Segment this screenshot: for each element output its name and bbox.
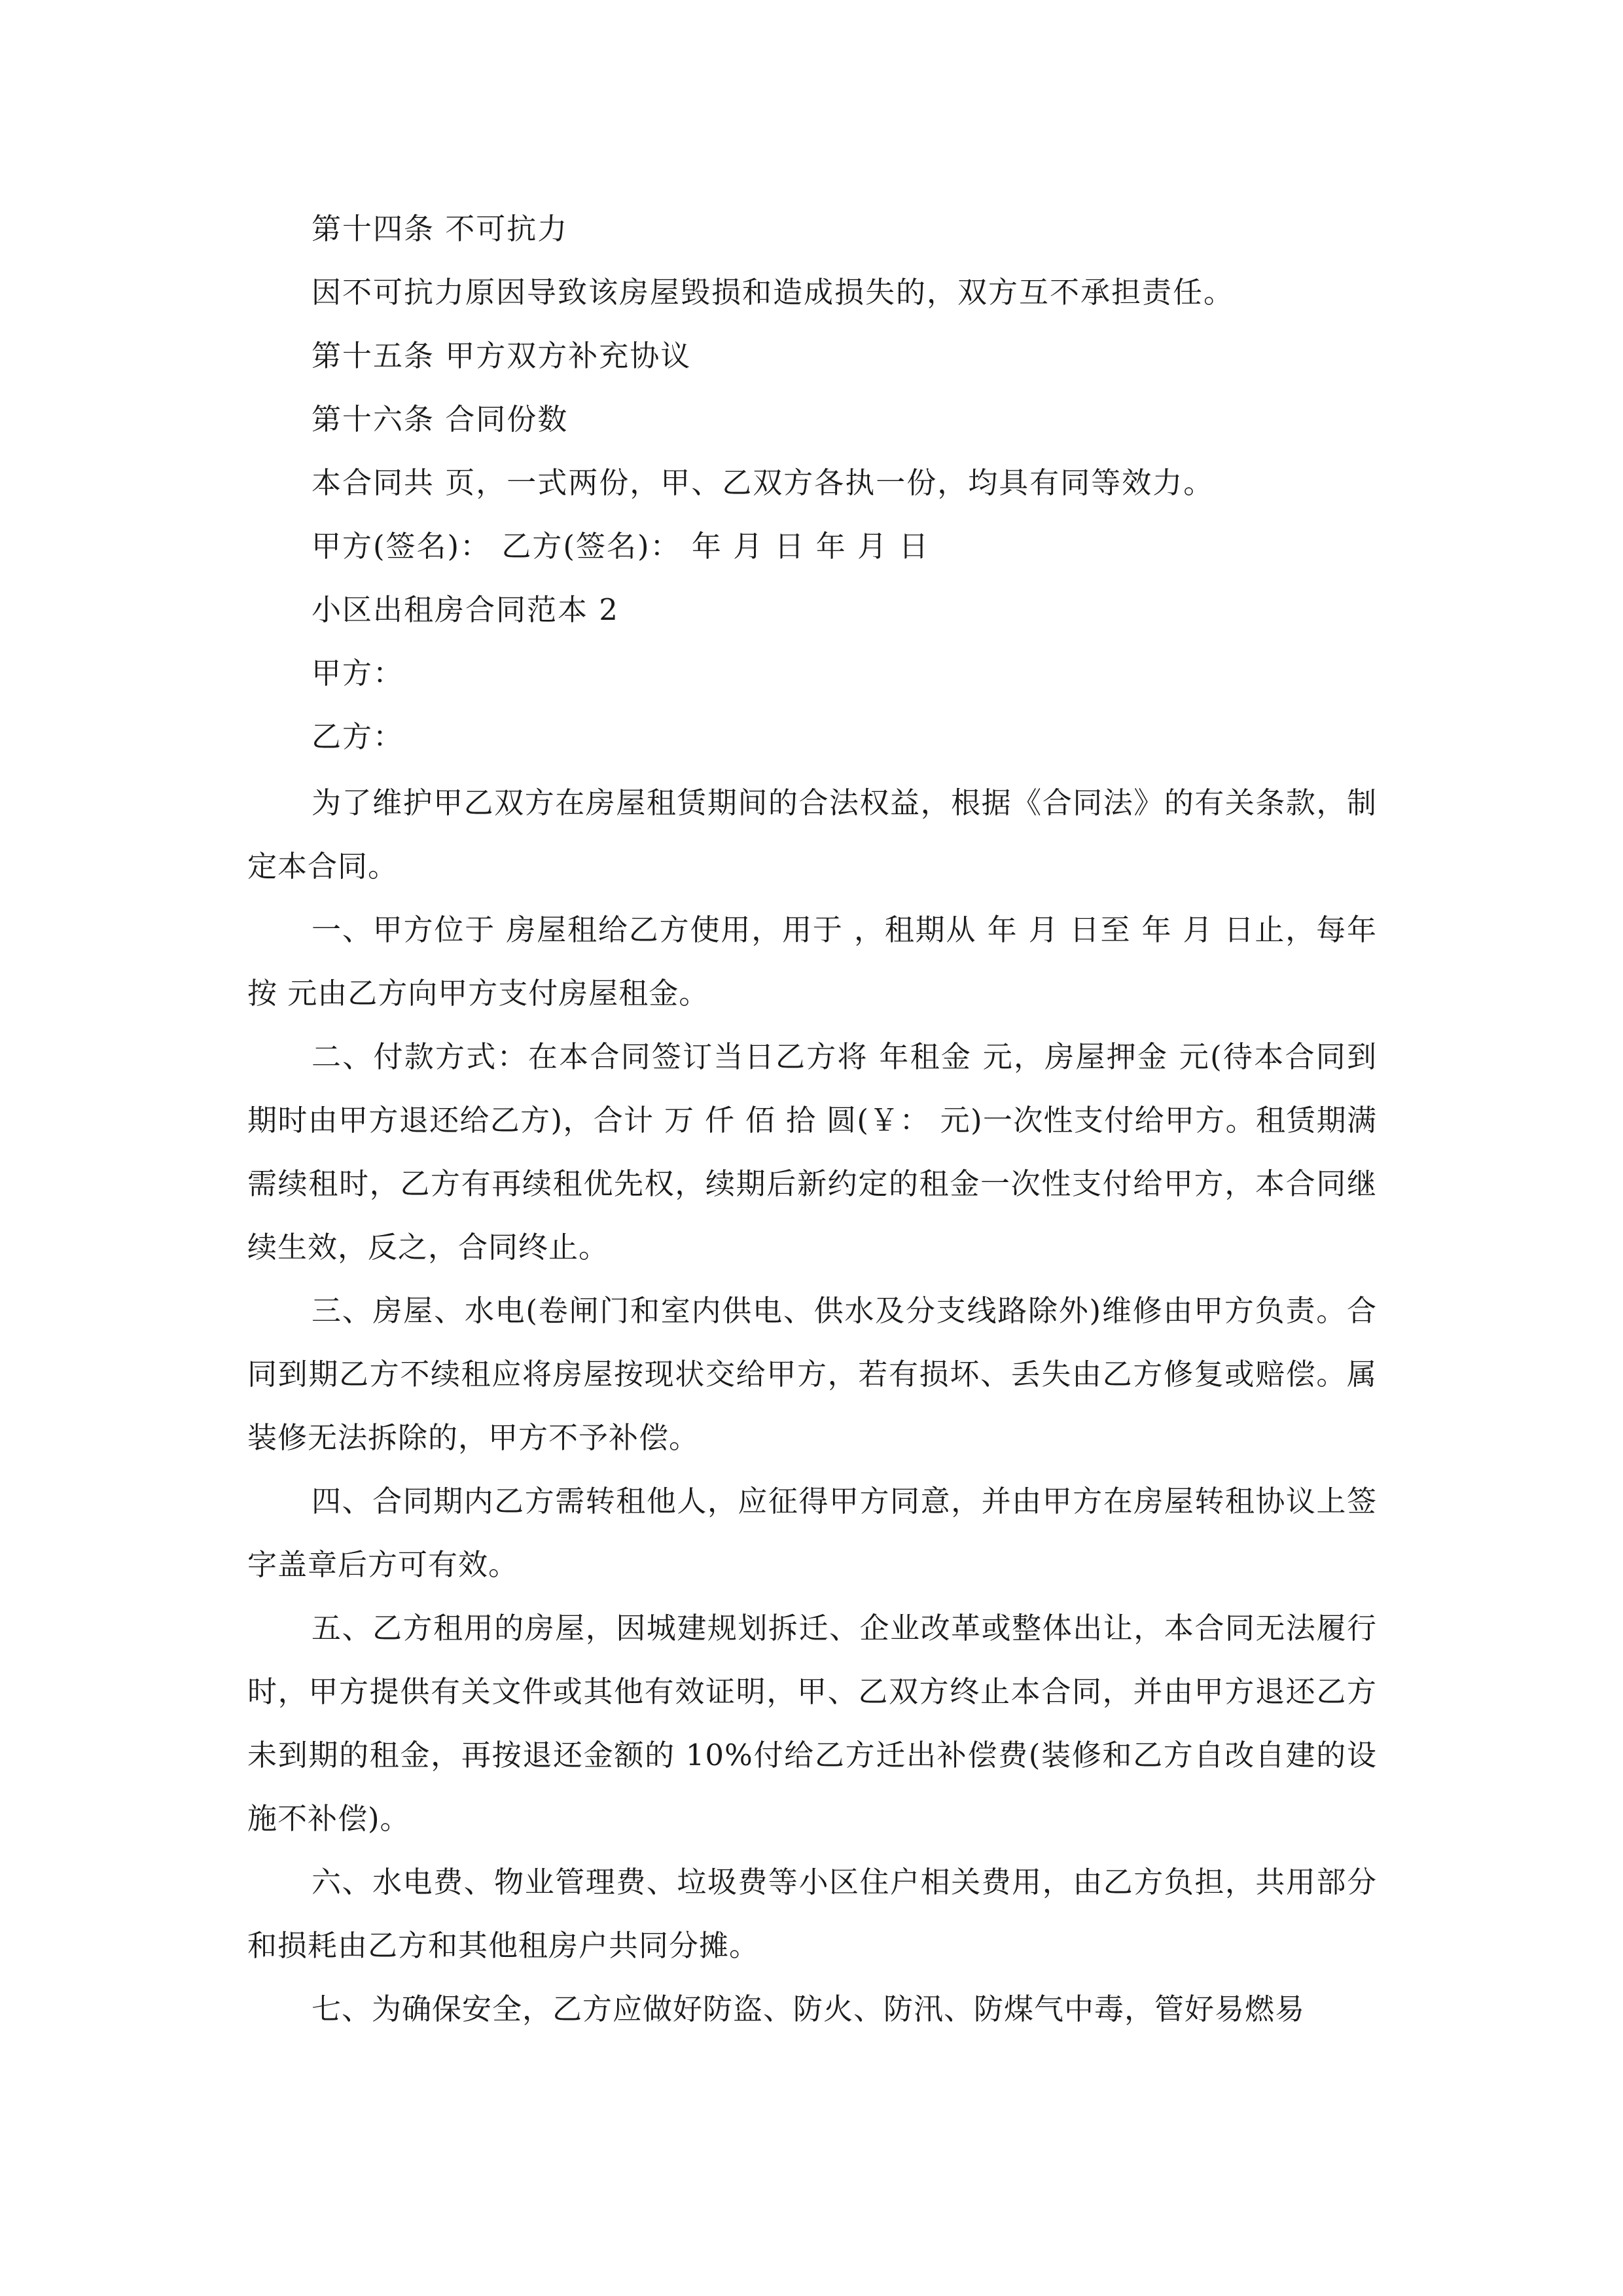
section-title: 小区出租房合同范本 2 xyxy=(312,592,619,627)
article-16-body: 本合同共 页，一式两份，甲、乙双方各执一份，均具有同等效力。 xyxy=(312,465,1215,500)
preamble-paragraph: 为了维护甲乙双方在房屋租赁期间的合法权益，根据《合同法》的有关条款，制定本合同。 xyxy=(247,785,1377,884)
article-15-heading: 第十五条 甲方双方补充协议 xyxy=(312,338,692,373)
clause-4-paragraph: 四、合同期内乙方需转租他人，应征得甲方同意，并由甲方在房屋转租协议上签字盖章后方可有效。 xyxy=(247,1484,1377,1582)
signature-line: 甲方(签名)： 乙方(签名)： 年 月 日 年 月 日 xyxy=(312,529,930,564)
clause-3-paragraph: 三、房屋、水电(卷闸门和室内供电、供水及分支线路除外)维修由甲方负责。合同到期乙方不续租应将房屋按现状交给甲方，若有损坏、丢失由乙方修复或赔偿。属装修无法拆除的，甲方不予补偿。 xyxy=(247,1293,1377,1455)
clause-5-paragraph: 五、乙方租用的房屋，因城建规划拆迁、企业改革或整体出让，本合同无法履行时，甲方提供有关文件或其他有效证明，甲、乙双方终止本合同，并由甲方退还乙方未到期的租金，再按退还金额的 10%付给乙方迁出补偿费(装修和乙方自改自建的设施不补偿)。 xyxy=(247,1611,1377,1836)
article-14-heading: 第十四条 不可抗力 xyxy=(312,211,569,246)
clause-6-paragraph: 六、水电费、物业管理费、垃圾费等小区住户相关费用，由乙方负担，共用部分和损耗由乙方和其他租房户共同分摊。 xyxy=(247,1865,1377,1963)
contract-body xyxy=(247,771,1377,2041)
clause-1-paragraph: 一、甲方位于 房屋租给乙方使用，用于 ，租期从 年 月 日至 年 月 日止，每年按 元由乙方向甲方支付房屋租金。 xyxy=(247,912,1377,1011)
party-a-line: 甲方： xyxy=(312,656,404,691)
clause-2-paragraph: 二、付款方式：在本合同签订当日乙方将 年租金 元，房屋押金 元(待本合同到期时由甲方退还给乙方)，合计 万 仟 佰 拾 圆(￥： 元)一次性支付给甲方。租赁期满需续租时，乙方有再续租优先权，续期后新约定的租金一次性支付给甲方，本合同继续生效，反之，合同终止。 xyxy=(247,1039,1377,1265)
article-16-heading: 第十六条 合同份数 xyxy=(312,402,569,437)
clause-7-paragraph: 七、为确保安全，乙方应做好防盗、防火、防汛、防煤气中毒，管好易燃易 xyxy=(312,1992,1306,2026)
party-b-line: 乙方： xyxy=(312,719,404,754)
article-14-body: 因不可抗力原因导致该房屋毁损和造成损失的，双方互不承担责任。 xyxy=(312,275,1235,310)
